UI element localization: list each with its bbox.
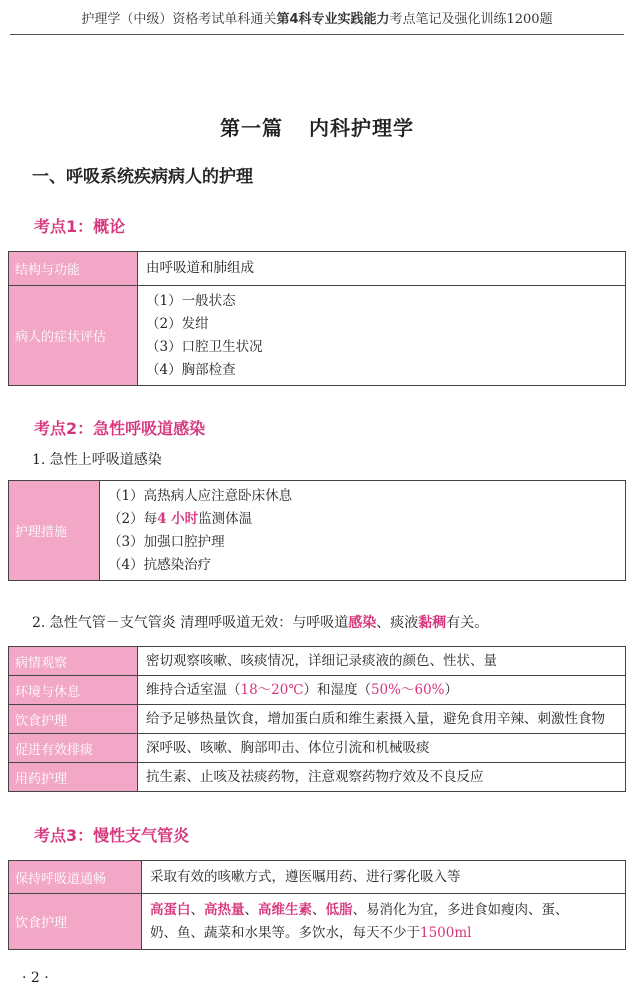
key-point-2-title: 考点2：急性呼吸道感染	[34, 419, 206, 438]
key-point-3-title: 考点3：慢性支气管炎	[34, 826, 190, 845]
row-content: 给予足够热量饮食，增加蛋白质和维生素摄入量，避免食用辛辣、刺激性食物	[138, 705, 626, 734]
highlight-text: 50%～60%	[370, 681, 445, 698]
page-number: · 2 ·	[22, 970, 49, 986]
row-content: 采取有效的咳嗽方式，遵医嘱用药、进行雾化吸入等	[142, 861, 626, 894]
row-label: 环境与休息	[9, 676, 138, 705]
table-row	[9, 286, 626, 386]
table-row	[9, 676, 626, 705]
table-row	[9, 481, 626, 581]
row-label: 结构与功能	[9, 252, 138, 286]
section-title: 一、呼吸系统疾病病人的护理	[32, 167, 253, 187]
list-item: （2）每4 小时监测体温	[108, 510, 253, 527]
row-content: 维持合适室温（18～20℃）和湿度（50%～60%）	[138, 676, 626, 705]
list-item: （4）胸部检查	[146, 361, 236, 378]
header-prefix: 护理学（中级）资格考试单科通关	[81, 12, 277, 27]
row-label: 护理措施	[9, 481, 100, 581]
care-measures-table	[8, 480, 626, 581]
row-content	[100, 481, 626, 581]
row-label: 促进有效排痰	[9, 734, 138, 763]
list-item: （1）高热病人应注意卧床休息	[108, 487, 293, 504]
row-content: 密切观察咳嗽、咳痰情况，详细记录痰液的颜色、性状、量	[138, 647, 626, 676]
subsection-title: 1. 急性上呼吸道感染	[32, 452, 162, 468]
header-suffix: 考点笔记及强化训练1200题	[389, 12, 553, 27]
table-row	[9, 252, 626, 286]
table-row	[9, 763, 626, 792]
row-label: 饮食护理	[9, 894, 142, 950]
subsection-title: 2. 急性气管－支气管炎 清理呼吸道无效：与呼吸道感染、痰液黏稠有关。	[32, 615, 489, 631]
highlight-text: 感染	[348, 615, 377, 631]
row-content: 由呼吸道和肺组成	[138, 252, 626, 286]
bronchitis-care-table	[8, 646, 626, 792]
list-item: （3）加强口腔护理	[108, 533, 225, 550]
table-row	[9, 647, 626, 676]
row-content	[142, 894, 626, 950]
row-content: 抗生素、止咳及祛痰药物，注意观察药物疗效及不良反应	[138, 763, 626, 792]
row-label: 用药护理	[9, 763, 138, 792]
row-label: 保持呼吸道通畅	[9, 861, 142, 894]
overview-table	[8, 251, 626, 386]
row-content: 深呼吸、咳嗽、胸部叩击、体位引流和机械吸痰	[138, 734, 626, 763]
highlight-text: 黏稠	[418, 615, 447, 631]
table-row	[9, 861, 626, 894]
header-highlight: 第4科专业实践能力	[276, 12, 390, 27]
table-row	[9, 734, 626, 763]
chronic-bronchitis-table	[8, 860, 626, 950]
row-label: 病人的症状评估	[9, 286, 138, 386]
row-label: 病情观察	[9, 647, 138, 676]
row-content	[138, 286, 626, 386]
table-row	[9, 705, 626, 734]
highlight-text: 18～20℃	[240, 681, 304, 698]
highlight-text: 4 小时	[157, 510, 199, 527]
content-line: 奶、鱼、蔬菜和水果等。多饮水，每天不少于1500ml	[150, 924, 472, 941]
key-point-1-title: 考点1：概论	[34, 217, 126, 236]
part-title: 第一篇 内科护理学	[220, 116, 414, 140]
highlight-text: 1500ml	[420, 924, 472, 941]
list-item: （4）抗感染治疗	[108, 556, 212, 573]
list-item: （3）口腔卫生状况	[146, 338, 263, 355]
list-item: （2）发绀	[146, 315, 209, 332]
running-header	[10, 6, 624, 35]
list-item: （1）一般状态	[146, 292, 236, 309]
row-label: 饮食护理	[9, 705, 138, 734]
content-line: 高蛋白、高热量、高维生素、低脂、易消化为宜，多进食如瘦肉、蛋、	[150, 901, 569, 918]
table-row	[9, 894, 626, 950]
